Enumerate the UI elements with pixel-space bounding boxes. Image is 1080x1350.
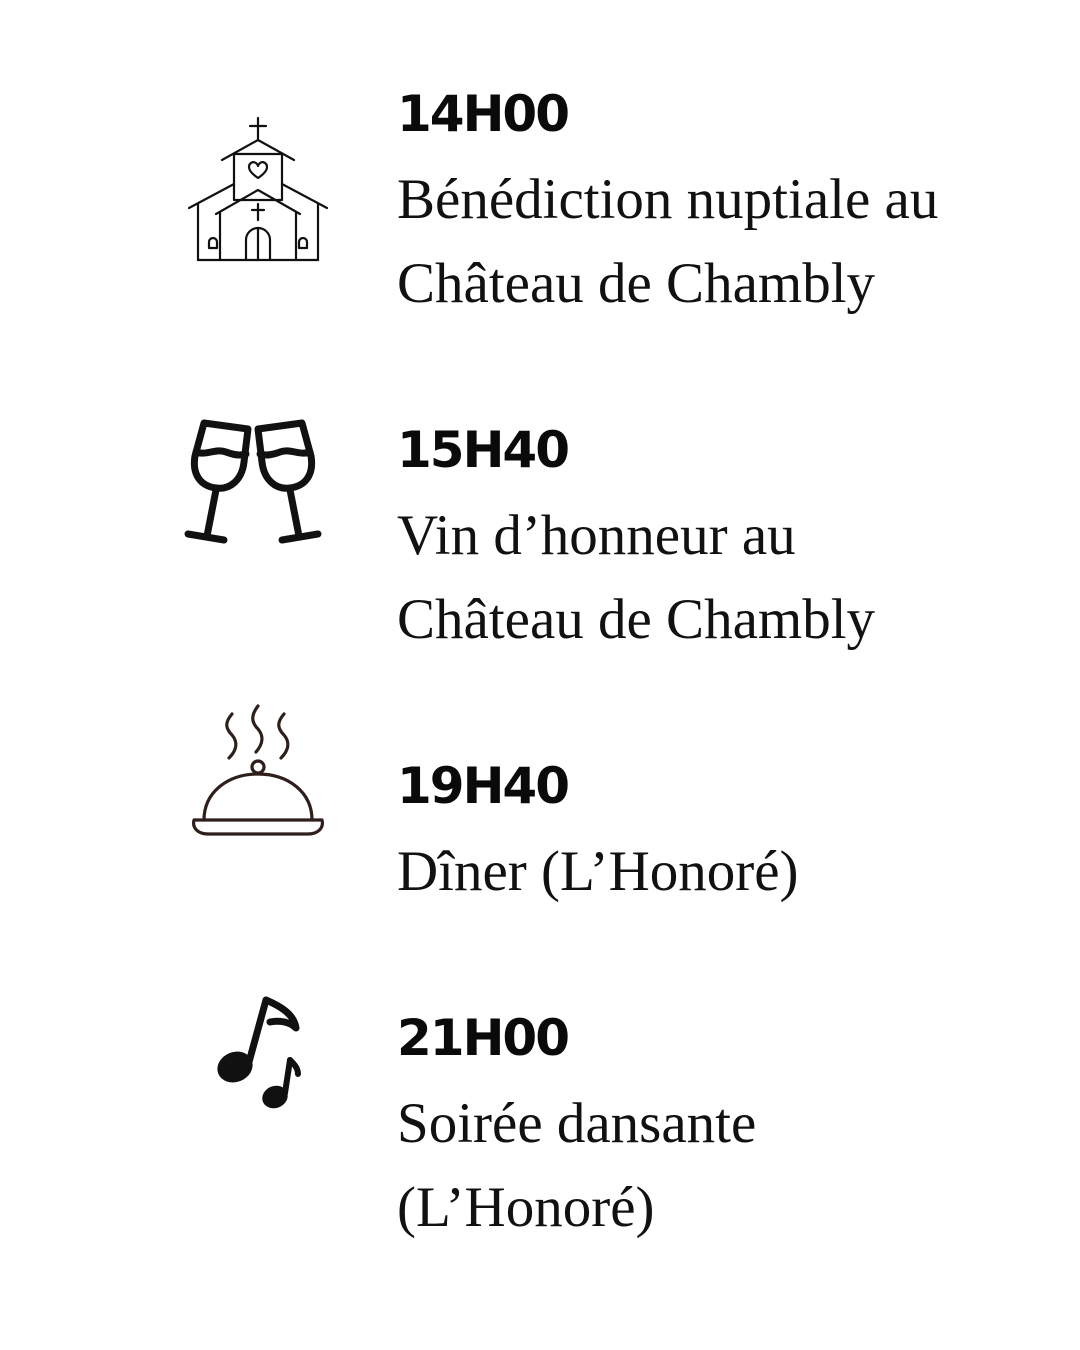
schedule-item-ceremony	[0, 0, 1080, 330]
event-description	[397, 494, 1037, 662]
schedule-item-dinner	[0, 670, 1080, 930]
dinner-cloche-icon	[188, 702, 330, 842]
event-time: 14H00	[397, 85, 569, 143]
event-time: 19H40	[397, 757, 569, 815]
event-description-line: Dîner (L’Honoré)	[397, 840, 799, 903]
event-description-line: Vin d’honneur au	[397, 504, 796, 567]
event-description-line: (L’Honoré)	[397, 1176, 655, 1239]
wine-glasses-toast-icon	[182, 418, 324, 550]
church-icon	[186, 114, 328, 264]
event-description	[397, 1082, 1037, 1250]
event-description-line: Château de Chambly	[397, 588, 876, 651]
event-description-line: Soirée dansante	[397, 1092, 757, 1155]
schedule-item-reception	[0, 330, 1080, 670]
music-notes-icon	[214, 992, 306, 1116]
event-description	[397, 830, 1037, 914]
event-time: 15H40	[397, 421, 569, 479]
schedule-item-party	[0, 930, 1080, 1350]
event-time: 21H00	[397, 1009, 569, 1067]
event-description	[397, 158, 1037, 326]
event-description-line: Bénédiction nuptiale au	[397, 168, 939, 231]
event-description-line: Château de Chambly	[397, 252, 876, 315]
